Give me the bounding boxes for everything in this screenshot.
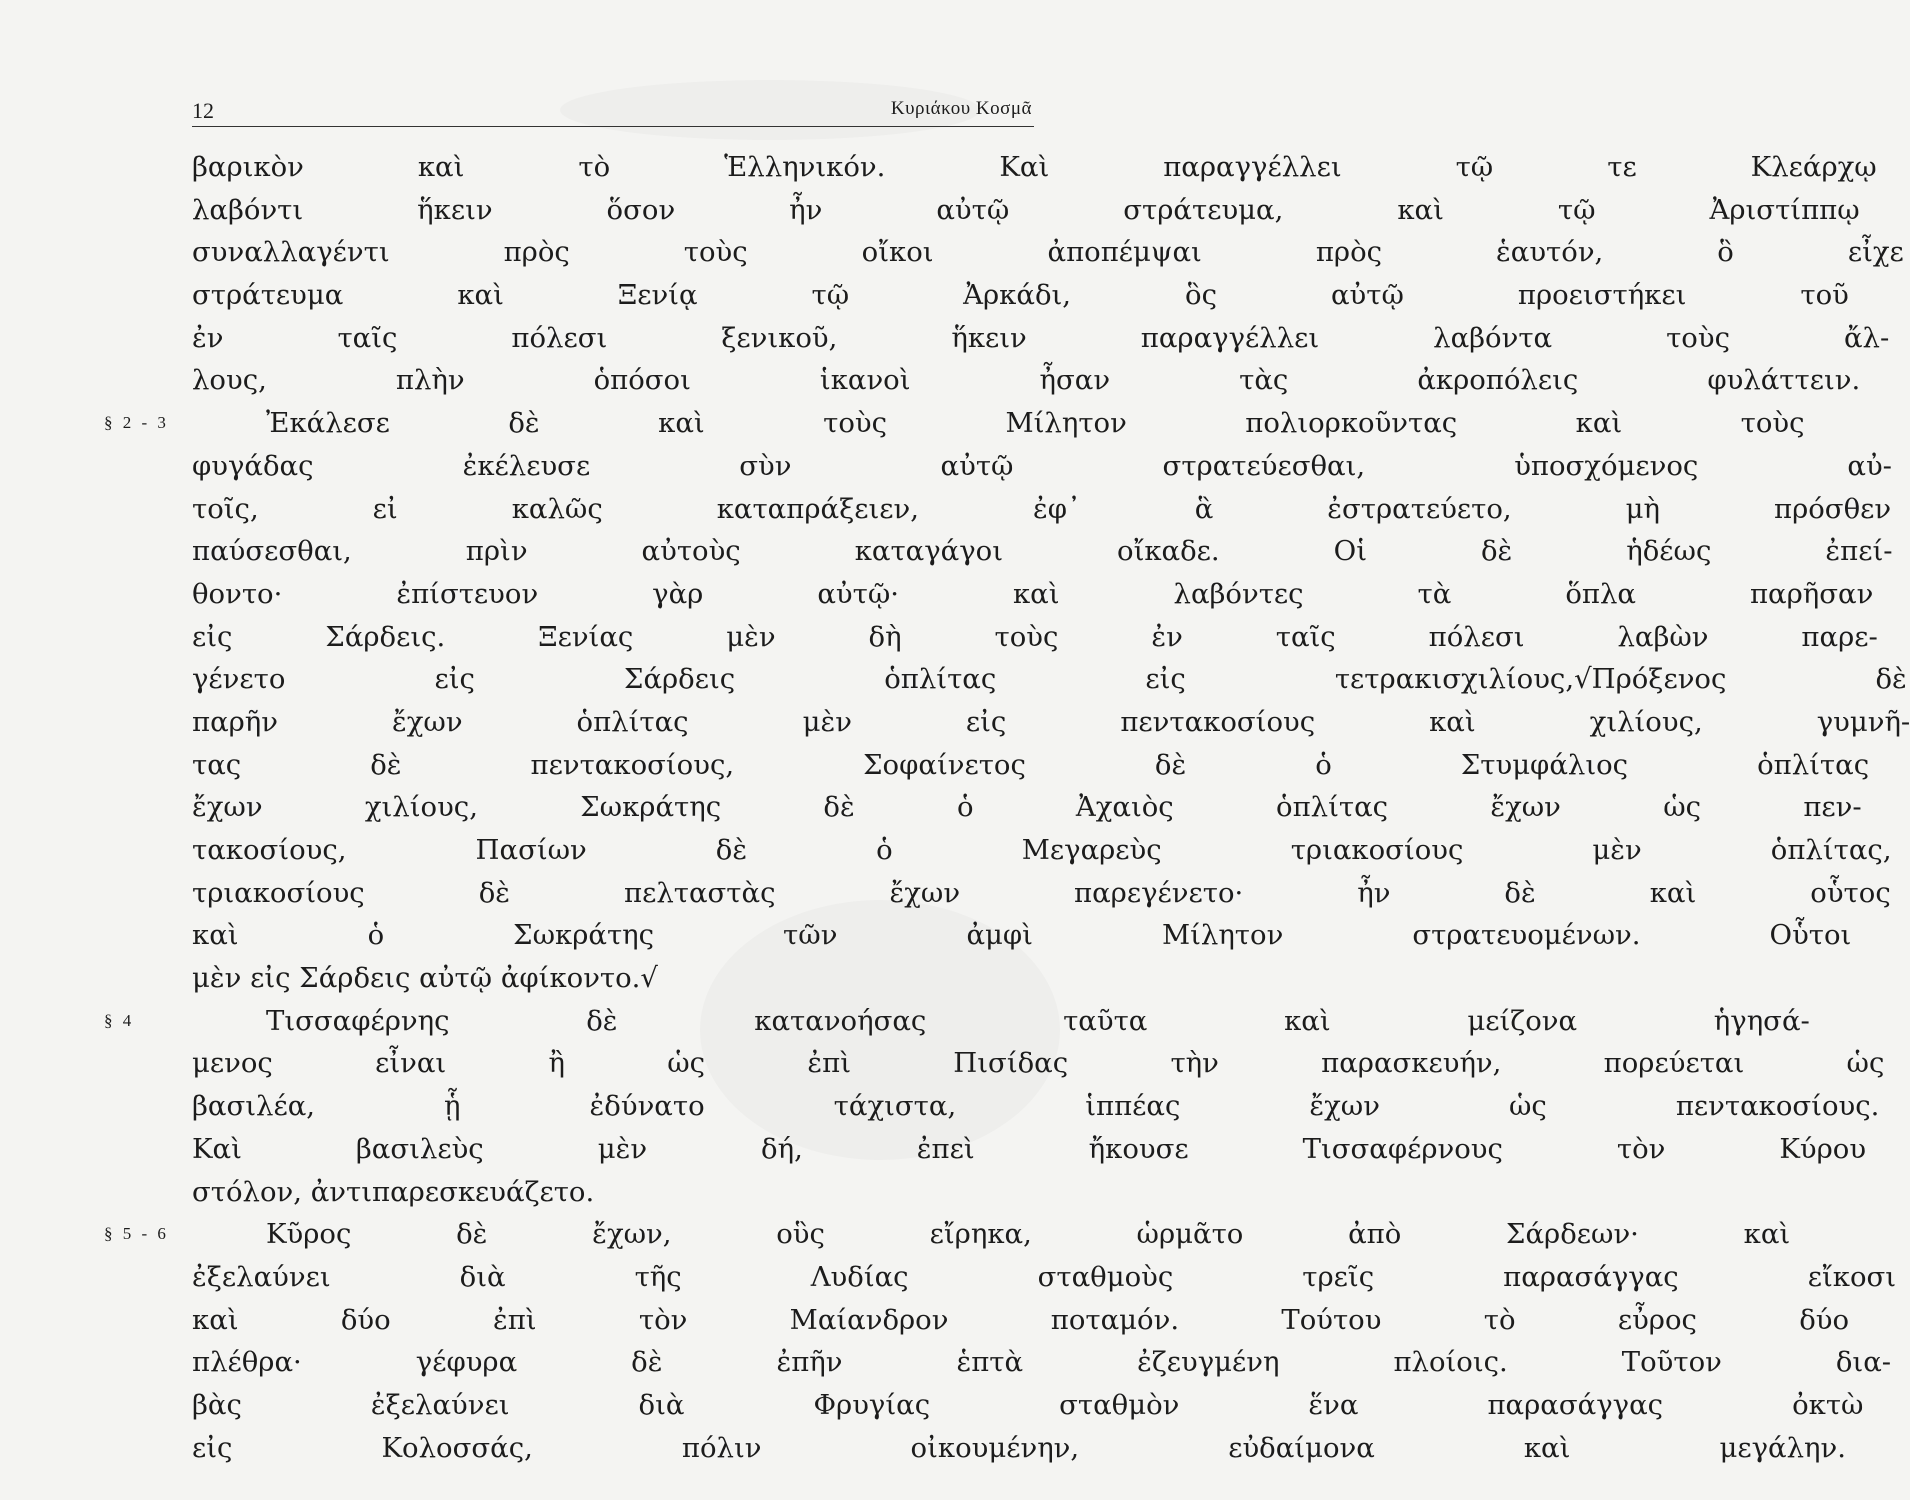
text-line: καὶ ὁ Σωκράτης τῶν ἀμφὶ Μίλητον στρατευομένων. Οὗτοι — [192, 919, 1852, 952]
text-line: θοντο· ἐπίστευον γὰρ αὐτῷ· καὶ λαβόντες τὰ ὅπλα παρῆσαν — [192, 577, 1874, 610]
text-line: § 5 - 6 Κῦρος δὲ ἔχων, οὓς εἴρηκα, ὡρμᾶτο ἀπὸ Σάρδεων· καὶ — [192, 1213, 1034, 1256]
text-line: μενος εἶναι ἢ ὡς ἐπὶ Πισίδας τὴν παρασκευήν, πορεύεται ὡς — [192, 1047, 1885, 1080]
text-line: εἰς Σάρδεις. Ξενίας μὲν δὴ τοὺς ἐν ταῖς πόλεσι λαβὼν παρε- — [192, 620, 1878, 653]
text-line: φυγάδας ἐκέλευσε σὺν αὐτῷ στρατεύεσθαι, ὑποσχόμενος αὐ- — [192, 449, 1892, 482]
text-line: παρῆν ἔχων ὁπλίτας μὲν εἰς πεντακοσίους καὶ χιλίους, γυμνῆ- — [192, 705, 1910, 738]
text-line: λαβόντι ἥκειν ὅσον ἦν αὐτῷ στράτευμα, καὶ τῷ Ἀριστίππῳ — [192, 193, 1860, 226]
text-line: βασιλέα, ᾗ ἐδύνατο τάχιστα, ἱππέας ἔχων ὡς πεντακοσίους. — [192, 1090, 1880, 1123]
text-line: καὶ δύο ἐπὶ τὸν Μαίανδρον ποταμόν. Τούτου τὸ εὖρος δύο — [192, 1303, 1850, 1336]
margin-section-note: § 2 - 3 — [104, 413, 169, 433]
header-rule — [192, 126, 1034, 127]
text-line: § 4 Τισσαφέρνης δὲ κατανοήσας ταῦτα καὶ μείζονα ἡγησά- — [192, 1000, 1034, 1043]
text-line: ἐν ταῖς πόλεσι ξενικοῦ, ἥκειν παραγγέλλει λαβόντα τοὺς ἄλ- — [192, 321, 1890, 354]
text-line: § 2 - 3 Ἐκάλεσε δὲ καὶ τοὺς Μίλητον πολιορκοῦντας καὶ τοὺς — [192, 402, 1034, 445]
text-line: στόλον, ἀντιπαρεσκευάζετο. — [192, 1175, 595, 1208]
page-number: 12 — [192, 98, 214, 123]
margin-section-note: § 4 — [104, 1010, 135, 1030]
text-line: παύσεσθαι, πρὶν αὐτοὺς καταγάγοι οἴκαδε. Οἱ δὲ ἡδέως ἐπεί- — [192, 535, 1893, 568]
text-body — [104, 146, 1910, 1469]
margin-section-note: § 5 - 6 — [104, 1224, 169, 1244]
text-line: βαρικὸν καὶ τὸ Ἑλληνικόν. Καὶ παραγγέλλει τῷ τε Κλεάρχῳ — [192, 151, 1877, 183]
text-line: βὰς ἐξελαύνει διὰ Φρυγίας σταθμὸν ἕνα παρασάγγας ὀκτὼ — [192, 1388, 1864, 1421]
text-line: εἰς Κολοσσάς, πόλιν οἰκουμένην, εὐδαίμονα καὶ μεγάλην. — [192, 1431, 1846, 1464]
text-line: τριακοσίους δὲ πελταστὰς ἔχων παρεγένετο· ἦν δὲ καὶ οὗτος — [192, 876, 1891, 909]
text-line: τακοσίους, Πασίων δὲ ὁ Μεγαρεὺς τριακοσίους μὲν ὁπλίτας, — [192, 834, 1892, 866]
text-line: τοῖς, εἰ καλῶς καταπράξειεν, ἐφ᾽ ἃ ἐστρατεύετο, μὴ πρόσθεν — [192, 492, 1892, 525]
text-line: ἐξελαύνει διὰ τῆς Λυδίας σταθμοὺς τρεῖς παρασάγγας εἴκοσι — [192, 1260, 1897, 1293]
text-line: λους, πλὴν ὁπόσοι ἱκανοὶ ἦσαν τὰς ἀκροπόλεις φυλάττειν. — [192, 364, 1861, 397]
text-line: στράτευμα καὶ Ξενίᾳ τῷ Ἀρκάδι, ὃς αὐτῷ προειστήκει τοῦ — [192, 279, 1849, 312]
running-head: Κυριάκου Κοσμᾶ — [890, 98, 1032, 119]
text-line: ἔχων χιλίους, Σωκράτης δὲ ὁ Ἀχαιὸς ὁπλίτας ἔχων ὡς πεν- — [192, 791, 1862, 824]
text-line: πλέθρα· γέφυρα δὲ ἐπῆν ἑπτὰ ἐζευγμένη πλοίοις. Τοῦτον δια- — [192, 1346, 1892, 1379]
text-line: γένετο εἰς Σάρδεις ὁπλίτας εἰς τετρακισχιλίους,√Πρόξενος δὲ — [192, 663, 1907, 696]
text-line: τας δὲ πεντακοσίους, Σοφαίνετος δὲ ὁ Στυμφάλιος ὁπλίτας — [192, 748, 1870, 781]
text-line: μὲν εἰς Σάρδεις αὐτῷ ἀφίκοντο.√ — [192, 962, 658, 995]
text-line: Καὶ βασιλεὺς μὲν δή, ἐπεὶ ἤκουσε Τισσαφέρνους τὸν Κύρου — [192, 1132, 1867, 1165]
text-line: συναλλαγέντι πρὸς τοὺς οἴκοι ἀποπέμψαι πρὸς ἑαυτόν, ὃ εἶχε — [192, 236, 1904, 269]
page-header — [192, 92, 1032, 128]
